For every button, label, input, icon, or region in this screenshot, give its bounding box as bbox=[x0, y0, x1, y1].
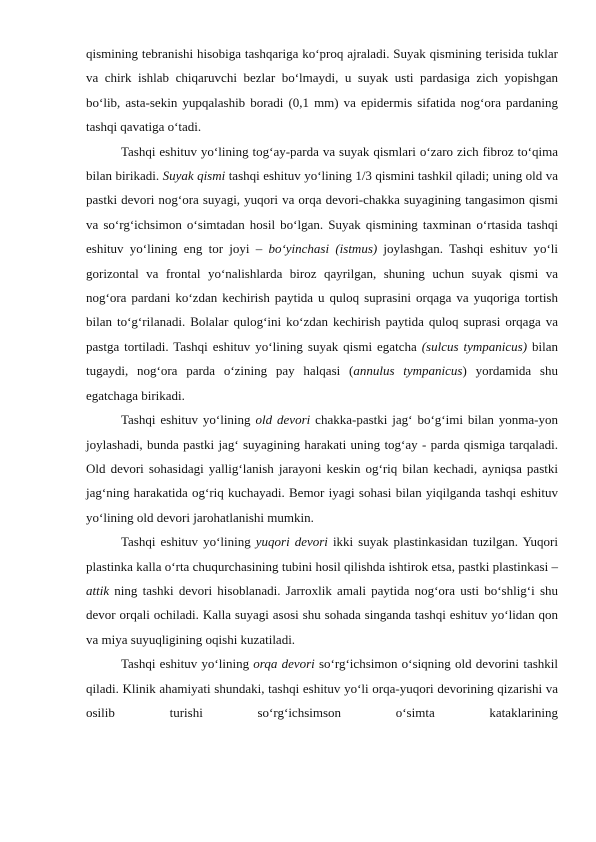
paragraph-2-text-1: Tashqi eshituv yo‘lining tog‘ay-parda va suyak qismlari o‘zaro zich fibroz to‘qima bilan birikadi. bbox=[86, 143, 558, 184]
paragraph-1 bbox=[86, 42, 558, 140]
paragraph-5 bbox=[86, 652, 558, 725]
document-page bbox=[86, 42, 558, 725]
paragraph-2-text-5: ) yordamida shu egatchaga birikadi. bbox=[86, 363, 558, 403]
paragraph-1-text-1: qismining tebranishi hisobiga tashqariga ko‘proq ajraladi. Suyak qismining terisida tuklar va chirk ishlab chiqaruvchi bezlar bo‘lmaydi, u suyak usti pardasiga zich yopishgan bo‘lib, asta-sekin yupqalashib boradi (0,1 mm) va epidermis sifatida nog‘ora pardaning tashqi qavatiga o‘tadi. bbox=[86, 46, 558, 135]
paragraph-2-italic-term-4: annulus tympanicus bbox=[353, 363, 463, 379]
paragraph-3-text-2: chakka-pastki jag‘ bo‘g‘imi bilan yonma-yon joylashadi, bunda pastki jag‘ suyagining harakati uning tog‘ay - parda qismiga tarqaladi. Old devori sohasidagi yallig‘lanish jarayoni keskin og‘riq bilan kechadi, ayniqsa pastki jag‘ning harakatida og‘riq kuchayadi. Bemor iyagi sohasi bilan yiqilganda tashqi eshituv yo‘lining old devori jarohatlanishi mumkin. bbox=[86, 412, 558, 525]
paragraph-3 bbox=[86, 408, 558, 530]
paragraph-3-text-1: Tashqi eshituv yo‘lining bbox=[121, 412, 256, 428]
paragraph-4 bbox=[86, 530, 558, 652]
paragraph-3-italic-term-1: old devori bbox=[255, 412, 311, 428]
paragraph-4-italic-term-1: yuqori devori bbox=[255, 534, 328, 550]
paragraph-5-text-1: Tashqi eshituv yo‘lining bbox=[121, 656, 254, 672]
paragraph-4-text-3: ning tashki devori hisoblanadi. Jarroxlik amali paytida nog‘ora usti bo‘shlig‘i shu devor orqali ochiladi. Kalla suyagi asosi shu sohada singanda tashqi eshituv yo‘lidan qon va miya suyuqligining oqishi kuzatiladi. bbox=[86, 582, 558, 647]
paragraph-5-italic-term-1: orqa devori bbox=[253, 656, 315, 672]
paragraph-2-italic-term-3: (sulcus tympanicus) bbox=[421, 338, 528, 354]
paragraph-4-text-1: Tashqi eshituv yo‘lining bbox=[121, 534, 256, 550]
paragraph-2-text-3: joylashgan. Tashqi eshituv yo‘li gorizontal va frontal yo‘nalishlarda biroz qayrilgan, shuning uchun suyak qismi va nog‘ora pardani ko‘zdan kechirish paytida u quloq suprasini orqaga va yuqoriga tortish bilan to‘g‘rilanadi. Bolalar qulog‘ini ko‘zdan kechirish paytida quloq suprasi orqaga va pastga tortiladi. Tashqi eshituv yo‘lining suyak qismi egatcha bbox=[86, 241, 558, 354]
paragraph-2-italic-term-1: Suyak qismi bbox=[162, 168, 226, 184]
paragraph-5-text-2: so‘rg‘ichsimon o‘siqning old devorini tashkil qiladi. Klinik ahamiyati shundaki, tashqi eshituv yo‘li orqa-yuqori devorining qizarishi va osilib turishi so‘rg‘ichsimson o‘simta kataklarining bbox=[86, 656, 558, 720]
paragraph-2-text-2: tashqi eshituv yo‘lining 1/3 qismini tashkil qiladi; uning old va pastki devori nog‘ora suyagi, yuqori va orqa devori-chakka suyagining tangasimon qismi va so‘rg‘ichsimon o‘simtadan hosil bo‘lgan. Suyak qismining taxminan o‘rtasida tashqi eshituv yo‘lining eng tor joyi – bbox=[86, 168, 558, 257]
paragraph-4-italic-term-2: attik bbox=[86, 582, 110, 598]
paragraph-2-italic-term-2: bo‘yinchasi (istmus) bbox=[268, 241, 378, 257]
paragraph-4-text-2: ikki suyak plastinkasidan tuzilgan. Yuqori plastinka kalla o‘rta chuqurchasining tubini hosil qilishda ishtirok etsa, pastki plastinkasi – bbox=[86, 534, 558, 574]
paragraph-2 bbox=[86, 140, 558, 408]
paragraph-2-text-4: bilan tugaydi, nog‘ora parda o‘zining pay halqasi ( bbox=[86, 338, 559, 379]
